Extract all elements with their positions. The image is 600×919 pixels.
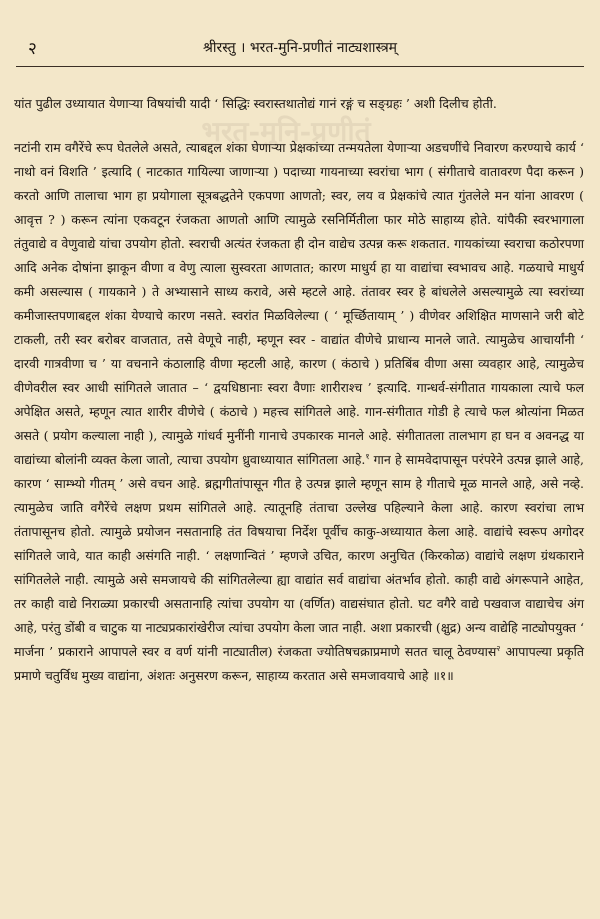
running-title: श्रीरस्तु । भरत-मुनि-प्रणीतं नाट्यशास्त्रम् [202, 40, 398, 56]
page-header [16, 34, 584, 67]
page-number: २ [28, 39, 37, 59]
body-text [14, 92, 584, 688]
paragraph-1: यांत पुढील उध्यायात येणाऱ्या विषयांची यादी ‘ सिद्धिः स्वरास्तथातोद्यं गानं रङ्गं च सङ्ग्रहः ’ अशी दिलीच होती. [14, 96, 497, 111]
paragraph-2-part-1: नटांनी राम वगैरेंचे रूप घेतलेले असते, त्याबद्दल शंका घेणाऱ्या प्रेक्षकांच्या तन्मयतेला येणाऱ्या अडचणींचे निवारण करण्याचे कार्य ‘ नाथो वनं विशति ’ इत्यादि ( नाटकात गायिल्या जाणाऱ्या ) पदाच्या गायनाच्या स्वरांचा भाग ( संगीताचे वातावरण पैदा करून ) करतो आणि तालाचा भाग हा प्रयोगाला सूत्रबद्धतेने एकपणा आणतो; स्वर, लय व प्रेक्षकांचे त्यात गुंतलेले मन यांना आवरण ( आवृत्त ? ) करून त्यांना एकवटून रंजकता आणतो आणि त्यामुळे रसनिर्मितीला फार मोठे साहाय्य होते. यांपैकी स्वरभागाला तंतुवाद्ये व वेणुवाद्ये यांचा उपयोग होतो. स्वराची अत्यंत रंजकता ही दोन वाद्येच उत्पन्न करू शकतात. गायकांच्या स्वराचा कठोरपणा आदि अनेक दोषांना झाकून वीणा व वेणु त्याला सुस्वरता आणतात; कारण माधुर्य हा या वाद्यांचा स्वभावच आहे. गळयाचे माधुर्य कमी असल्यास ( गायकाने ) ते अभ्यासाने साध्य करावे, असे म्हटले आहे. तंतावर स्वर हे बांधलेले असल्यामुळे त्या स्वरांच्या कमीजास्तपणाबद्दल शंका येण्याचे कारण नसते. स्वरांत मिळविलेल्या ( ‘ मूर्च्छितायाम् ’ ) वीणेवर अशिक्षित माणसाने जरी बोटे टाकली, तरी स्वर बरोबर वाजतात, तसे वेणूचे नाही, म्हणून स्वर - वाद्यांत वीणेचे प्राधान्य मानले जाते. त्यामुळेच आचार्यांनी ‘ दारवी गात्रवीणा च ’ या वचनाने कंठालाहि वीणा म्हटली आहे, कारण ( कंठाचे ) प्रतिबिंब वीणा असा व्यवहार आहे, त्यामुळेच वीणेवरील स्वर आधी सांगितले जातात – ‘ द्वयधिष्ठानाः स्वरा वैणाः शारीराश्च ’ इत्यादि. गान्धर्व-संगीतात गायकाला त्याचे फल अपेक्षित असते, म्हणून त्यात शारीर वीणेचे ( कंठाचे ) महत्त्व सांगितले आहे. गान-संगीतात गोडी हे त्याचे फल श्रोत्यांना मिळत असते ( प्रयोग कल्याला नाही ), त्यामुळे गांधर्व मुनींनी गानाचे उपकारक मानले आहे. संगीतातला तालभाग हा घन व अवनद्ध या वाद्यांच्या बोलांनी व्यक्त केला जातो, त्याचा उपयोग ध्रुवाध्यायात सांगितला आहे. [14, 140, 584, 467]
paragraph-2-part-2: गान हे सामवेदापासून परंपरेने उत्पन्न झाले आहे, कारण ‘ साम्भ्यो गीतम् ’ असे वचन आहे. ब्रह्मगीतांपासून गीत हे उत्पन्न झाले म्हणून साम हे गीताचे मूळ मानले आहे, असे नव्हे. त्यामुळेच जाति वगैरेंचे लक्षण प्रथम सांगितले आहे. त्यातूनहि तंताचा उल्लेख पहिल्याने केला आहे. कारण स्वरांचा लाभ तंतापासूनच होतो. त्यामुळे प्रयोजन नसतानाहि तंत विषयाचा निर्देश पूर्वीच काकु-अध्यायात केला आहे. वाद्यांचे स्वरूप अगोदर सांगितले जावे, यात काही असंगति नाही. ‘ लक्षणान्वितं ’ म्हणजे उचित, कारण अनुचित (किरकोळ) वाद्यांचे लक्षण ग्रंथकाराने सांगितलेले नाही. त्यामुळे असे समजायचे की सांगितलेल्या ह्या वाद्यांत सर्व वाद्यांचा अंतर्भाव होतो. काही वाद्ये अंगरूपाने आहेत, तर काही वाद्ये निराळ्या प्रकारची असतानाहि त्यांचा उपयोग या (वर्णित) वाद्यसंघात होतो. घट वगैरे वाद्ये पखवाज वाद्याचेच अंग आहे, परंतु डोंबी व चाटुक या नाट्यप्रकारांखेरीज त्यांचा उपयोग केला जात नाही. अशा प्रकारची (क्षुद्र) अन्य वाद्येहि नाट्योपयुक्त ‘ मार्जना ’ प्रकाराने आपापले स्वर व वर्ण यांनी नाट्यातील) रंजकता ज्योतिषचक्राप्रमाणे सतत चालू ठेवण्यास [14, 452, 584, 659]
paragraph-2-part-3: आपापल्या प्रकृति प्रमाणे चतुर्विध मुख्य वाद्यांना, अंशतः अनुसरण करून, साहाय्य करतात असे समजावयाचे आहे ॥१॥ [14, 644, 584, 683]
paragraph-2 [14, 136, 584, 688]
watermark-text: भरत-मुनि-प्रणीतं [201, 115, 371, 148]
footnote-mark-1: १ [365, 451, 370, 461]
footnote-mark-2: २ [496, 643, 501, 653]
